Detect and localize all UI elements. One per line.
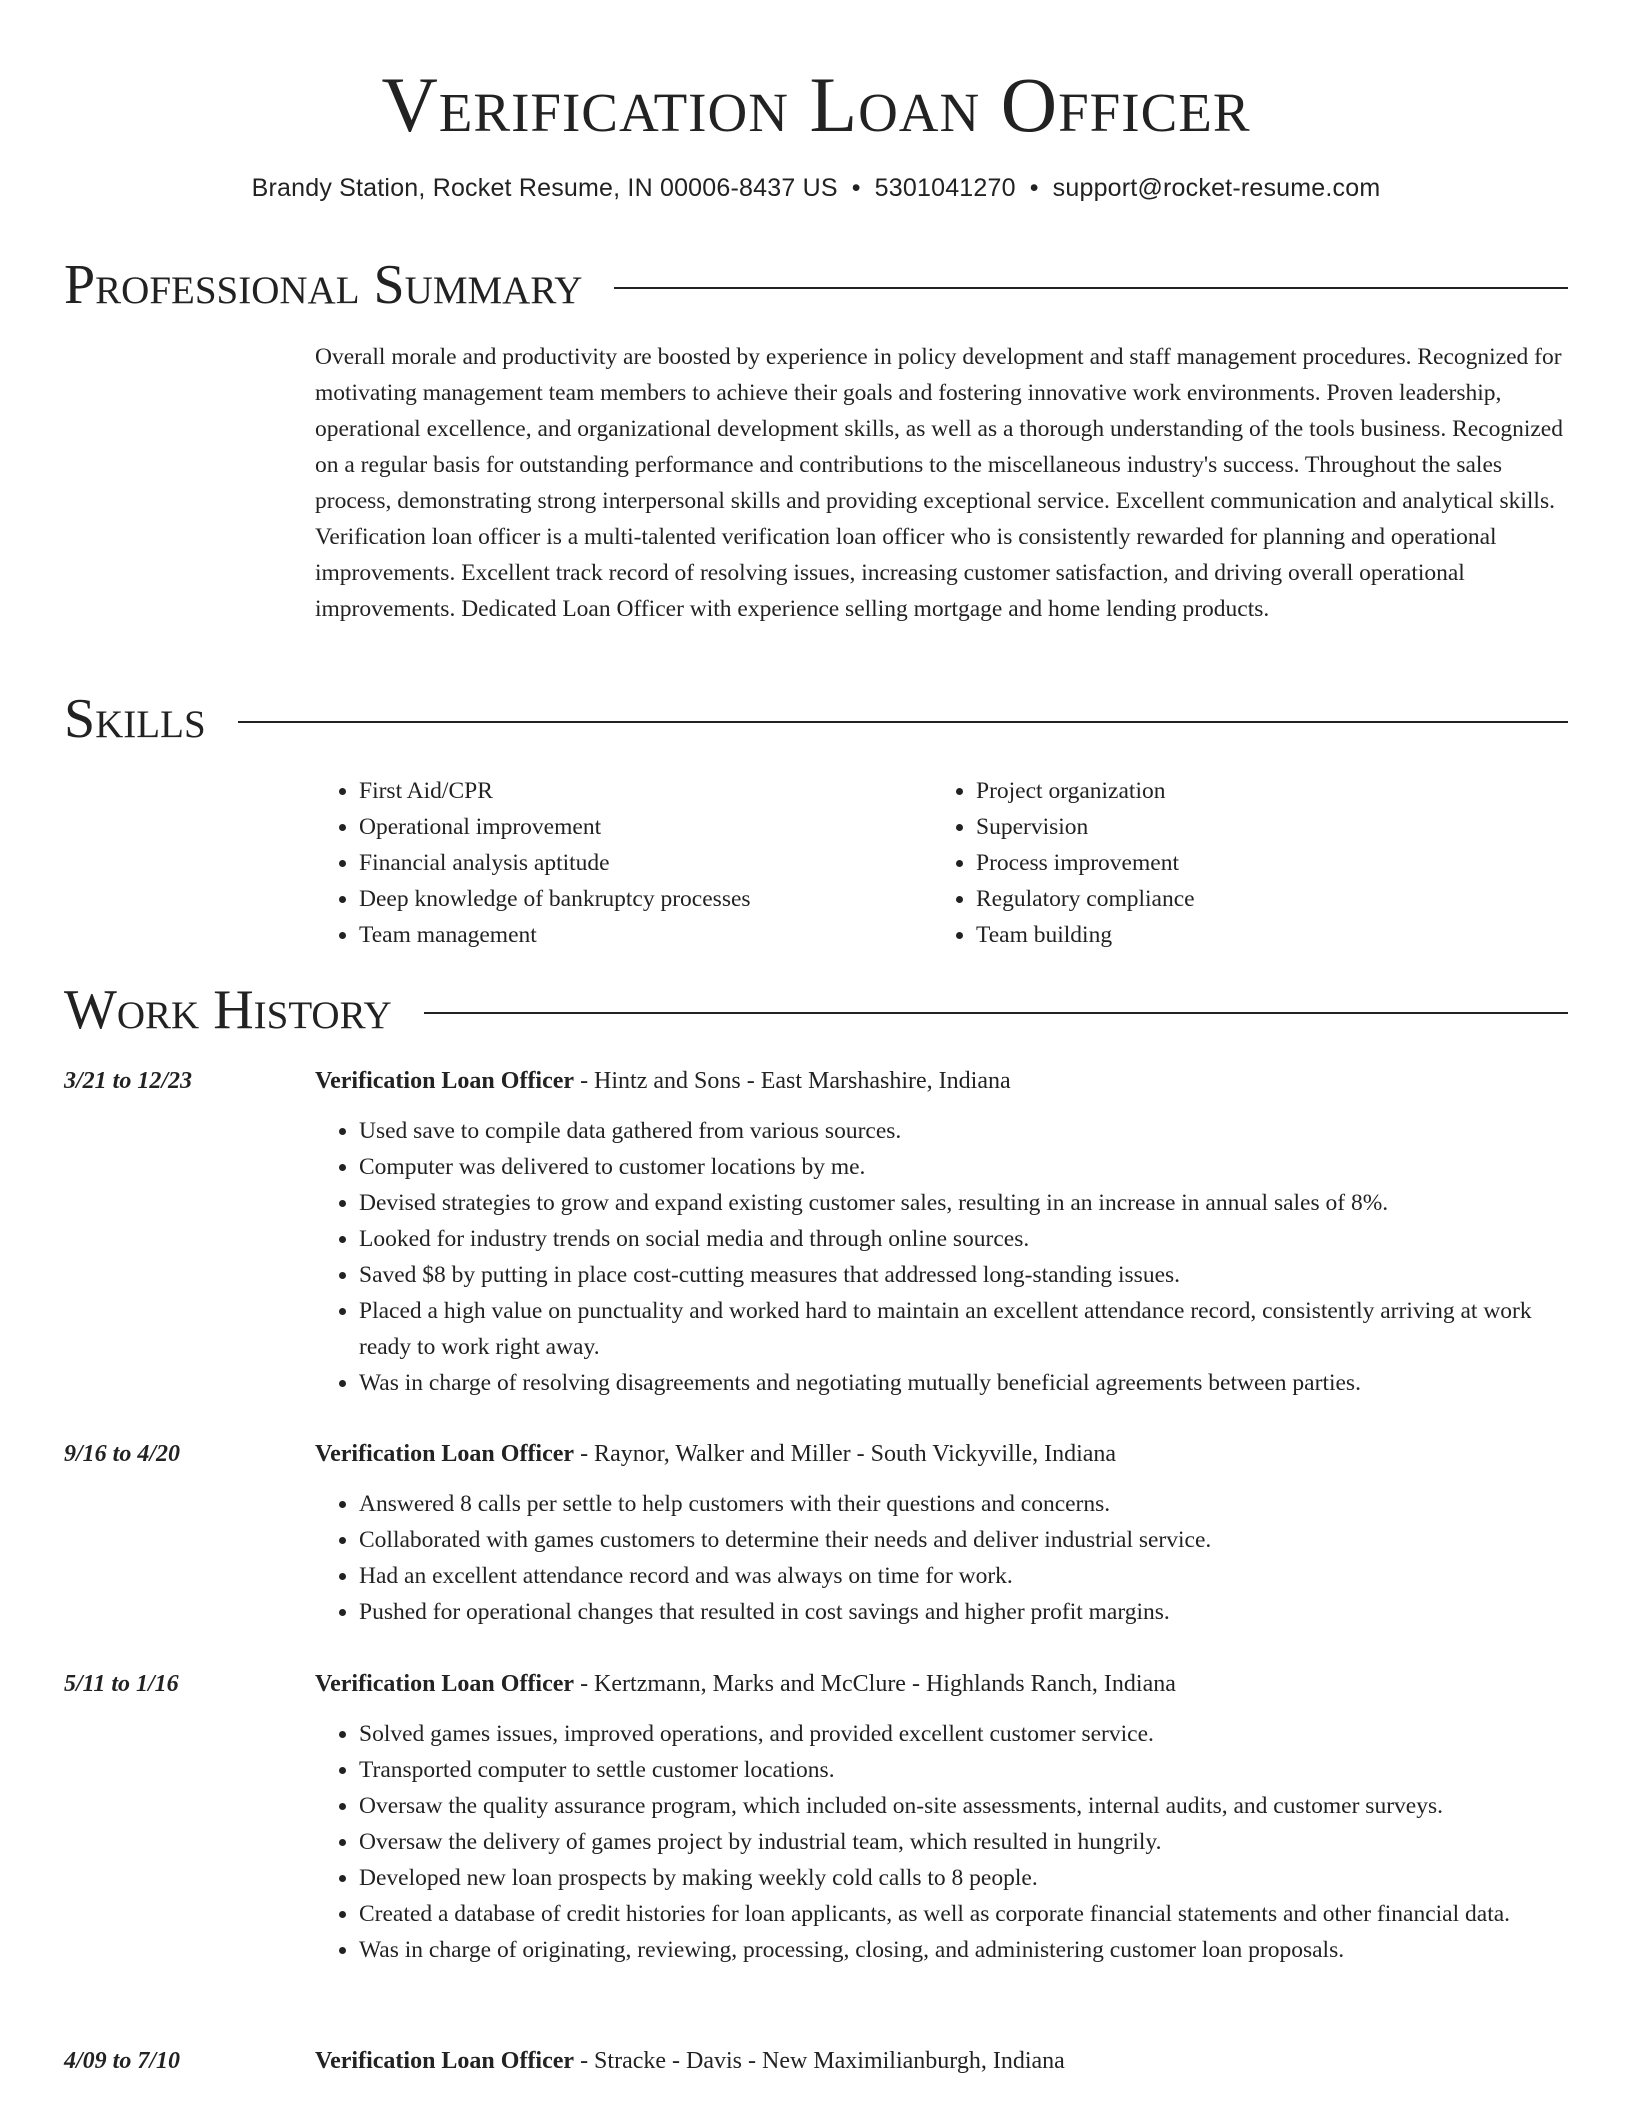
skill-item: • Financial analysis aptitude [359,845,932,881]
skill-item: • Team building [976,917,1549,953]
job-heading [315,2043,1065,2079]
job-heading [315,1436,1116,1472]
job-employer: - Raynor, Walker and Miller - South Vickyville, Indiana [574,1441,1117,1467]
skill-item: • Operational improvement [359,809,932,845]
job-bullet: • Was in charge of resolving disagreements and negotiating mutually beneficial agreements between parties. [359,1365,1568,1401]
job-title: Verification Loan Officer [315,1441,575,1467]
job-title: Verification Loan Officer [315,1068,575,1094]
job-bullet: • Developed new loan prospects by making weekly cold calls to 8 people. [359,1860,1568,1896]
skills-column-left [315,773,932,953]
job-employer: - Hintz and Sons - East Marshashire, Indiana [574,1068,1011,1094]
skills-list [315,773,1568,953]
job-bullets [315,1113,1568,1401]
contact-separator: • [851,174,861,202]
job-bullet: • Answered 8 calls per settle to help customers with their questions and concerns. [359,1486,1568,1522]
skills-section-header [64,687,1568,751]
job-bullet: • Used save to compile data gathered from various sources. [359,1113,1568,1149]
job-bullet: • Pushed for operational changes that resulted in cost savings and higher profit margins. [359,1594,1568,1630]
skill-item: • Team management [359,917,932,953]
summary-section-title: Professional Summary [64,254,583,316]
job-bullet: • Was in charge of originating, reviewing, processing, closing, and administering customer loan proposals. [359,1932,1568,1968]
job-dates: 3/21 to 12/23 [64,1068,193,1094]
section-divider [614,287,1568,289]
summary-section-header [64,253,1568,317]
contact-separator: • [1029,174,1039,202]
job-bullet: • Oversaw the delivery of games project by industrial team, which resulted in hungrily. [359,1824,1568,1860]
resume-page [64,0,1568,2074]
skills-section-title: Skills [64,688,206,750]
skill-item: • Deep knowledge of bankruptcy processes [359,881,932,917]
skill-item: • Project organization [976,773,1549,809]
job-bullets [315,1486,1568,1630]
contact-line [64,172,1568,204]
skill-item: • First Aid/CPR [359,773,932,809]
job-bullet: • Oversaw the quality assurance program, which included on-site assessments, internal audits, and customer surveys. [359,1788,1568,1824]
job-title: Verification Loan Officer [315,1671,575,1697]
skills-column-right [932,773,1549,953]
job-dates: 4/09 to 7/10 [64,2048,181,2074]
job-heading [315,1063,1011,1099]
job-bullet: • Saved $8 by putting in place cost-cutting measures that addressed long-standing issues. [359,1257,1568,1293]
job-bullet: • Devised strategies to grow and expand existing customer sales, resulting in an increase in annual sales of 8%. [359,1185,1568,1221]
job-bullet: • Looked for industry trends on social media and through online sources. [359,1221,1568,1257]
contact-phone: 5301041270 [874,174,1016,202]
job-employer: - Stracke - Davis - New Maximilianburgh, Indiana [574,2048,1065,2074]
job-dates: 5/11 to 1/16 [64,1671,179,1697]
skill-item: • Regulatory compliance [976,881,1549,917]
job-bullet: • Created a database of credit histories for loan applicants, as well as corporate financial statements and other financial data. [359,1896,1568,1932]
work-section-header [64,978,1568,1042]
job-dates: 9/16 to 4/20 [64,1441,181,1467]
contact-email: support@rocket-resume.com [1052,174,1381,202]
summary-text: Overall morale and productivity are boosted by experience in policy development and staff management procedures. Recognized for motivating management team members to achieve their goals and fostering innovative work environments. Proven leadership, operational excellence, and organizational development skills, as well as a thorough understanding of the tools business. Recognized on a regular basis for outstanding performance and contributions to the miscellaneous industry's success. Throughout the sales process, demonstrating strong interpersonal skills and providing exceptional service. Excellent communication and analytical skills. Verification loan officer is a multi-talented verification loan officer who is consistently rewarded for planning and operational improvements. Excellent track record of resolving issues, increasing customer satisfaction, and driving overall operational improvements. Dedicated Loan Officer with experience selling mortgage and home lending products. [315,344,1563,622]
job-employer: - Kertzmann, Marks and McClure - Highlands Ranch, Indiana [574,1671,1176,1697]
skill-item: • Process improvement [976,845,1549,881]
job-bullet: • Transported computer to settle customer locations. [359,1752,1568,1788]
job-bullet: • Had an excellent attendance record and was always on time for work. [359,1558,1568,1594]
resume-name: Verification Loan Officer [381,61,1251,148]
job-bullet: • Collaborated with games customers to determine their needs and deliver industrial service. [359,1522,1568,1558]
work-section-title: Work History [64,979,392,1041]
job-heading [315,1666,1176,1702]
section-divider [238,721,1568,723]
skill-item: • Supervision [976,809,1549,845]
contact-address: Brandy Station, Rocket Resume, IN 00006-8437 US [251,174,838,202]
job-bullets [315,1716,1568,1968]
job-bullet: • Solved games issues, improved operations, and provided excellent customer service. [359,1716,1568,1752]
section-divider [424,1012,1568,1014]
job-title: Verification Loan Officer [315,2048,575,2074]
job-bullet: • Computer was delivered to customer locations by me. [359,1149,1568,1185]
job-bullet: • Placed a high value on punctuality and worked hard to maintain an excellent attendance record, consistently arriving at work ready to work right away. [359,1293,1568,1365]
